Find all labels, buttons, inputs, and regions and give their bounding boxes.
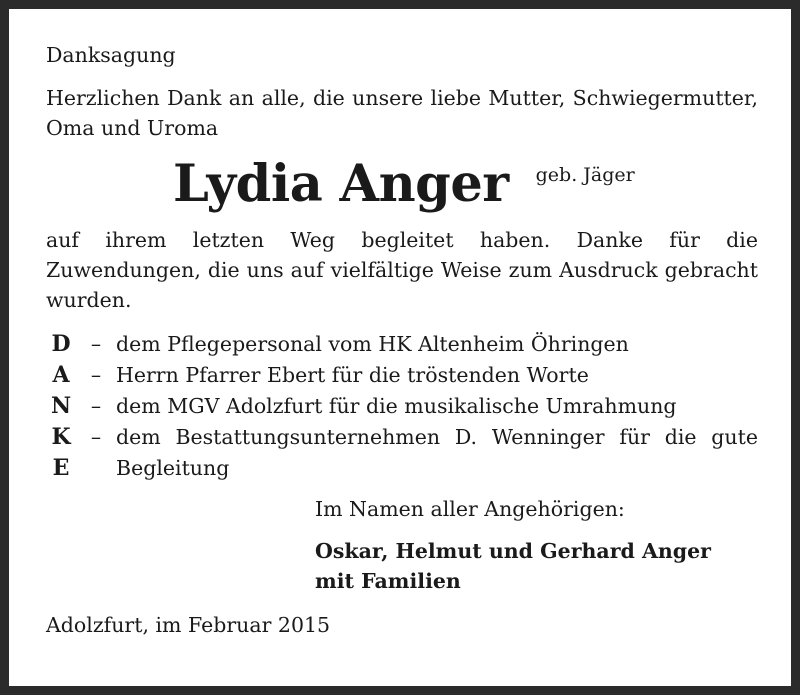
acrostic-text: dem MGV Adolzfurt für die musikalische Umrahmung [116,394,677,418]
acrostic-text: dem Pflegepersonal vom HK Altenheim Öhringen [116,332,629,356]
acrostic-letter: A [52,362,70,388]
signature-block [315,494,758,596]
acrostic-letter: E [52,455,70,481]
deceased-name-block [46,143,758,225]
acrostic-letter: K [51,424,71,450]
acrostic-letter: N [50,393,72,419]
acrostic-text: Begleitung [116,456,230,480]
intro-line: Herzlichen Dank an alle, die unsere liebe Mutter, Schwiegermutter, Oma und Uroma [46,86,758,140]
acrostic-letter: D [51,331,71,357]
obituary-notice [46,40,758,661]
danke-row [46,453,758,484]
signature-label: Im Namen aller Angehörigen: [315,497,625,521]
acrostic-dash [76,453,116,484]
danke-row [46,360,758,391]
danke-row [46,422,758,453]
danke-acrostic [46,329,758,484]
place-and-date: Adolzfurt, im Februar 2015 [46,613,331,637]
danke-row [46,329,758,360]
acrostic-dash: – [90,394,102,418]
acrostic-dash: – [90,363,102,387]
signature-names: Oskar, Helmut und Gerhard Anger [315,539,711,563]
intro-text [46,83,758,143]
danke-row [46,391,758,422]
notice-heading: Danksagung [46,43,176,67]
birth-name: geb. Jäger [535,164,635,186]
acrostic-dash: – [90,425,102,449]
acrostic-text: Herrn Pfarrer Ebert für die tröstenden Worte [116,363,589,387]
acrostic-text: dem Bestattungsunternehmen D. Wenninger für die gute [116,425,758,449]
thanks-body-text: auf ihrem letzten Weg begleitet haben. Danke für die Zuwendungen, die uns auf vielfältige Weise zum Ausdruck gebracht wurden. [46,228,758,312]
acrostic-dash: – [90,332,102,356]
deceased-name: Lydia Anger [173,153,509,214]
signature-families: mit Familien [315,569,461,593]
